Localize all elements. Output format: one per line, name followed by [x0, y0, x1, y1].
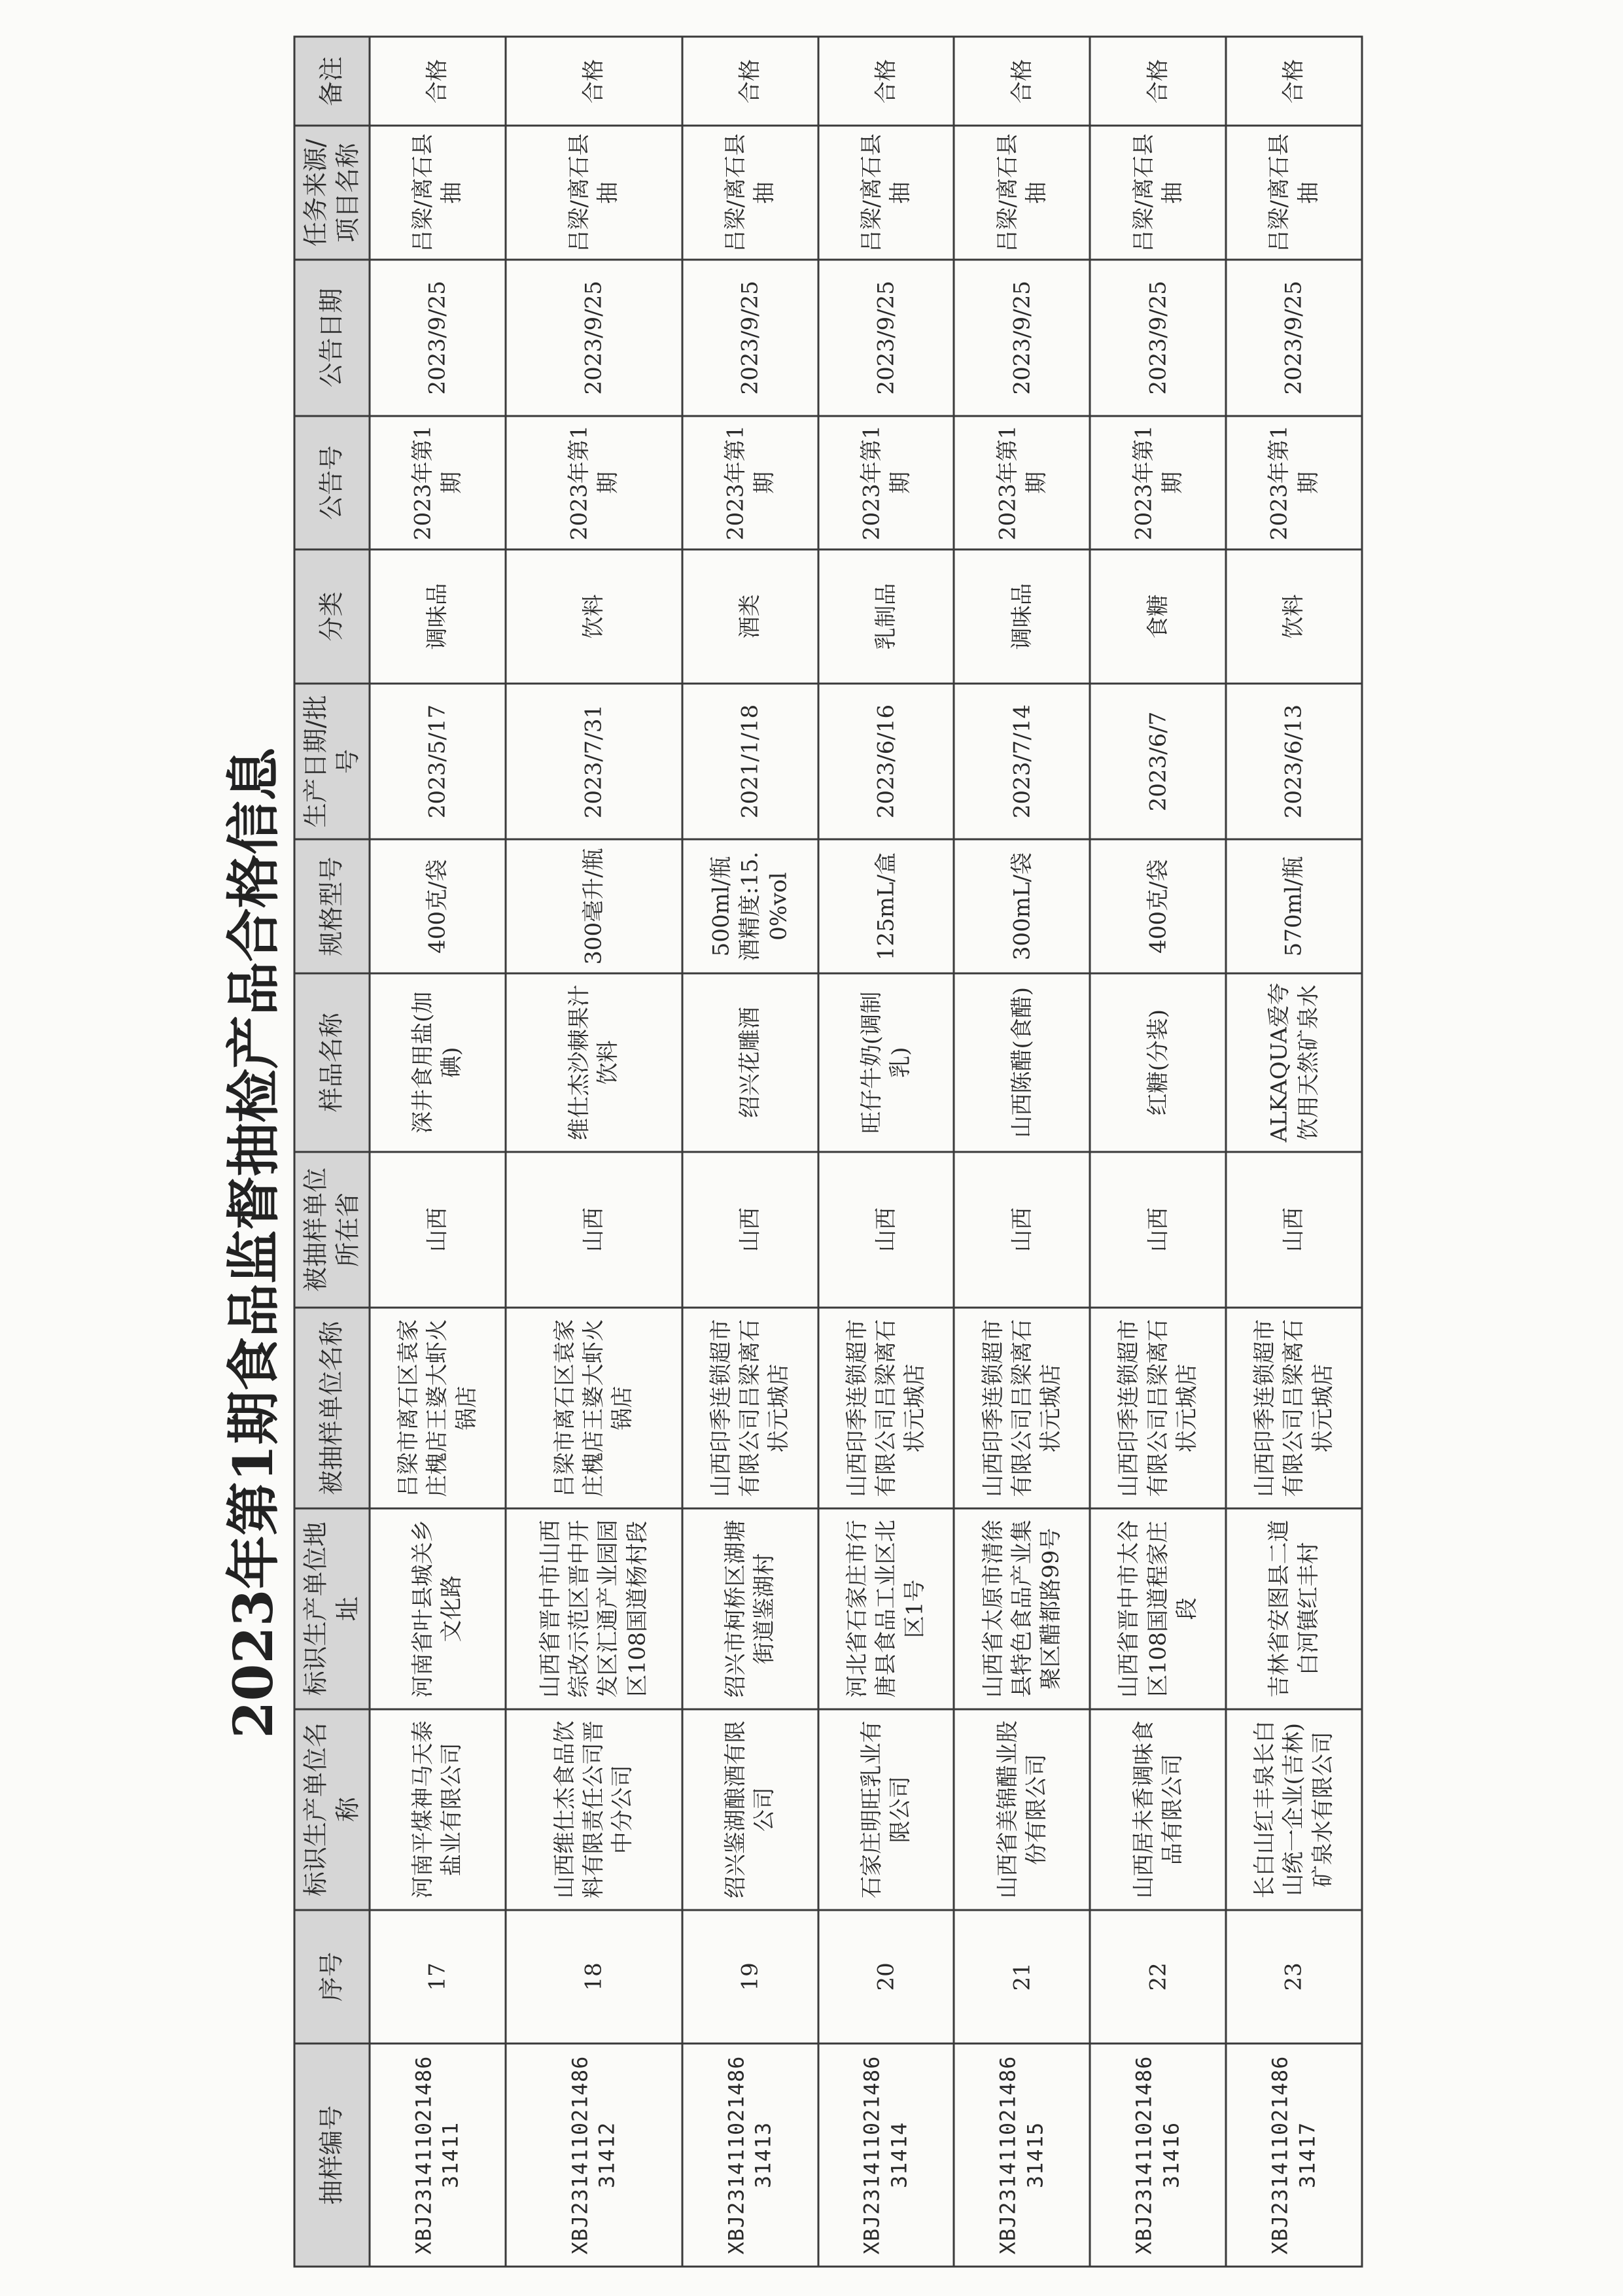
notice-no-cell: 2023年第1期	[370, 416, 506, 550]
spec-cell: 400克/袋	[370, 839, 506, 973]
category-cell: 调味品	[954, 549, 1090, 684]
seq-cell: 19	[682, 1910, 818, 2044]
table-row	[682, 37, 818, 2267]
seq-cell: 21	[954, 1910, 1090, 2044]
sample-name-cell: 山西陈醋(食醋)	[954, 973, 1090, 1152]
task-source-cell: 吕梁/离石县抽	[818, 126, 954, 260]
sample-name-cell: 绍兴花雕酒	[682, 973, 818, 1152]
sample-name-cell: 红糖(分装)	[1090, 973, 1226, 1152]
notice-no-cell: 2023年第1期	[506, 416, 682, 550]
category-cell: 调味品	[370, 549, 506, 684]
header-cell: 公告日期	[294, 260, 370, 416]
maker-cell: 山西居未香调味食品有限公司	[1090, 1709, 1226, 1910]
table-row	[818, 37, 954, 2267]
remark-cell: 合格	[954, 37, 1090, 126]
task-source-cell: 吕梁/离石县抽	[1090, 126, 1226, 260]
header-cell: 样品名称	[294, 973, 370, 1152]
inspection-table	[294, 36, 1363, 2268]
table-rotator	[294, 36, 1363, 2268]
category-cell: 饮料	[1226, 549, 1362, 684]
spec-cell: 500ml/瓶 酒精度:15.0%vol	[682, 839, 818, 973]
header-cell: 规格型号	[294, 839, 370, 973]
spec-cell: 400克/袋	[1090, 839, 1226, 973]
province-cell: 山西	[954, 1152, 1090, 1308]
header-cell: 被抽样单位所在省	[294, 1152, 370, 1308]
notice-no-cell: 2023年第1期	[1226, 416, 1362, 550]
category-cell: 饮料	[506, 549, 682, 684]
maker-address-cell: 山西省太原市清徐县特色食品产业集聚区醋都路99号	[954, 1508, 1090, 1709]
maker-cell: 山西省美锦醋业股份有限公司	[954, 1709, 1090, 1910]
sampled-unit-cell: 山西印季连锁超市有限公司吕梁离石状元城店	[682, 1308, 818, 1508]
notice-date-cell: 2023/9/25	[1090, 260, 1226, 416]
page-title: 2023年第1期食品监督抽检产品合格信息	[222, 747, 285, 1739]
spec-cell: 570ml/瓶	[1226, 839, 1362, 973]
sample-name-cell: 旺仔牛奶(调制乳)	[818, 973, 954, 1152]
province-cell: 山西	[370, 1152, 506, 1308]
maker-address-cell: 绍兴市柯桥区湖塘街道鉴湖村	[682, 1508, 818, 1709]
notice-date-cell: 2023/9/25	[954, 260, 1090, 416]
header-cell: 被抽样单位名称	[294, 1308, 370, 1508]
sample-name-cell: 深井食用盐(加碘)	[370, 973, 506, 1152]
header-cell: 公告号	[294, 416, 370, 550]
notice-date-cell: 2023/9/25	[1226, 260, 1362, 416]
notice-no-cell: 2023年第1期	[954, 416, 1090, 550]
maker-address-cell: 吉林省安图县二道白河镇红丰村	[1226, 1508, 1362, 1709]
header-cell: 分类	[294, 549, 370, 684]
remark-cell: 合格	[1226, 37, 1362, 126]
seq-cell: 20	[818, 1910, 954, 2044]
notice-date-cell: 2023/9/25	[370, 260, 506, 416]
notice-no-cell: 2023年第1期	[682, 416, 818, 550]
sampled-unit-cell: 吕梁市离石区袁家庄槐店王婆大虾火锅店	[370, 1308, 506, 1508]
sampled-unit-cell: 山西印季连锁超市有限公司吕梁离石状元城店	[818, 1308, 954, 1508]
maker-cell: 长白山红丰泉长白山统一企业(吉林)矿泉水有限公司	[1226, 1709, 1362, 1910]
category-cell: 食糖	[1090, 549, 1226, 684]
sample-code-cell: XBJ23141102148631416	[1090, 2044, 1226, 2267]
header-cell: 标识生产单位名称	[294, 1709, 370, 1910]
seq-cell: 18	[506, 1910, 682, 2044]
header-cell: 序号	[294, 1910, 370, 2044]
task-source-cell: 吕梁/离石县抽	[682, 126, 818, 260]
header-cell: 抽样编号	[294, 2044, 370, 2267]
notice-no-cell: 2023年第1期	[818, 416, 954, 550]
remark-cell: 合格	[506, 37, 682, 126]
sampled-unit-cell: 山西印季连锁超市有限公司吕梁离石状元城店	[1226, 1308, 1362, 1508]
header-cell: 任务来源/项目名称	[294, 126, 370, 260]
sample-name-cell: ALKAQUA爱夸饮用天然矿泉水	[1226, 973, 1362, 1152]
notice-date-cell: 2023/9/25	[818, 260, 954, 416]
remark-cell: 合格	[370, 37, 506, 126]
maker-address-cell: 河北省石家庄市行唐县食品工业区北区1号	[818, 1508, 954, 1709]
sample-name-cell: 维仕杰沙棘果汁饮料	[506, 973, 682, 1152]
production-date-cell: 2023/6/7	[1090, 684, 1226, 840]
sample-code-cell: XBJ23141102148631414	[818, 2044, 954, 2267]
seq-cell: 22	[1090, 1910, 1226, 2044]
seq-cell: 17	[370, 1910, 506, 2044]
table-row	[1226, 37, 1362, 2267]
header-cell: 生产日期/批号	[294, 684, 370, 840]
maker-address-cell: 山西省晋中市太谷区108国道程家庄段	[1090, 1508, 1226, 1709]
province-cell: 山西	[682, 1152, 818, 1308]
production-date-cell: 2023/5/17	[370, 684, 506, 840]
spec-cell: 125mL/盒	[818, 839, 954, 973]
production-date-cell: 2021/1/18	[682, 684, 818, 840]
notice-date-cell: 2023/9/25	[506, 260, 682, 416]
table-row	[954, 37, 1090, 2267]
category-cell: 酒类	[682, 549, 818, 684]
sampled-unit-cell: 吕梁市离石区袁家庄槐店王婆大虾火锅店	[506, 1308, 682, 1508]
sample-code-cell: XBJ23141102148631415	[954, 2044, 1090, 2267]
sample-code-cell: XBJ23141102148631411	[370, 2044, 506, 2267]
province-cell: 山西	[1090, 1152, 1226, 1308]
sample-code-cell: XBJ23141102148631413	[682, 2044, 818, 2267]
production-date-cell: 2023/6/16	[818, 684, 954, 840]
header-cell: 标识生产单位地址	[294, 1508, 370, 1709]
task-source-cell: 吕梁/离石县抽	[1226, 126, 1362, 260]
table-row	[506, 37, 682, 2267]
table-row	[370, 37, 506, 2267]
header-row	[294, 37, 370, 2267]
production-date-cell: 2023/6/13	[1226, 684, 1362, 840]
seq-cell: 23	[1226, 1910, 1362, 2044]
maker-address-cell: 河南省叶县城关乡文化路	[370, 1508, 506, 1709]
header-cell: 备注	[294, 37, 370, 126]
province-cell: 山西	[818, 1152, 954, 1308]
sampled-unit-cell: 山西印季连锁超市有限公司吕梁离石状元城店	[1090, 1308, 1226, 1508]
remark-cell: 合格	[682, 37, 818, 126]
task-source-cell: 吕梁/离石县抽	[954, 126, 1090, 260]
province-cell: 山西	[1226, 1152, 1362, 1308]
production-date-cell: 2023/7/31	[506, 684, 682, 840]
maker-cell: 石家庄明旺乳业有限公司	[818, 1709, 954, 1910]
sample-code-cell: XBJ23141102148631412	[506, 2044, 682, 2267]
notice-date-cell: 2023/9/25	[682, 260, 818, 416]
sample-code-cell: XBJ23141102148631417	[1226, 2044, 1362, 2267]
spec-cell: 300mL/袋	[954, 839, 1090, 973]
sampled-unit-cell: 山西印季连锁超市有限公司吕梁离石状元城店	[954, 1308, 1090, 1508]
maker-address-cell: 山西省晋中市山西综改示范区晋中开发区汇通产业园园区108国道杨村段	[506, 1508, 682, 1709]
remark-cell: 合格	[818, 37, 954, 126]
category-cell: 乳制品	[818, 549, 954, 684]
remark-cell: 合格	[1090, 37, 1226, 126]
production-date-cell: 2023/7/14	[954, 684, 1090, 840]
task-source-cell: 吕梁/离石县抽	[370, 126, 506, 260]
spec-cell: 300毫升/瓶	[506, 839, 682, 973]
maker-cell: 河南平煤神马天泰盐业有限公司	[370, 1709, 506, 1910]
notice-no-cell: 2023年第1期	[1090, 416, 1226, 550]
province-cell: 山西	[506, 1152, 682, 1308]
maker-cell: 山西维仕杰食品饮料有限责任公司晋中分公司	[506, 1709, 682, 1910]
task-source-cell: 吕梁/离石县抽	[506, 126, 682, 260]
maker-cell: 绍兴鉴湖酿酒有限公司	[682, 1709, 818, 1910]
table-row	[1090, 37, 1226, 2267]
